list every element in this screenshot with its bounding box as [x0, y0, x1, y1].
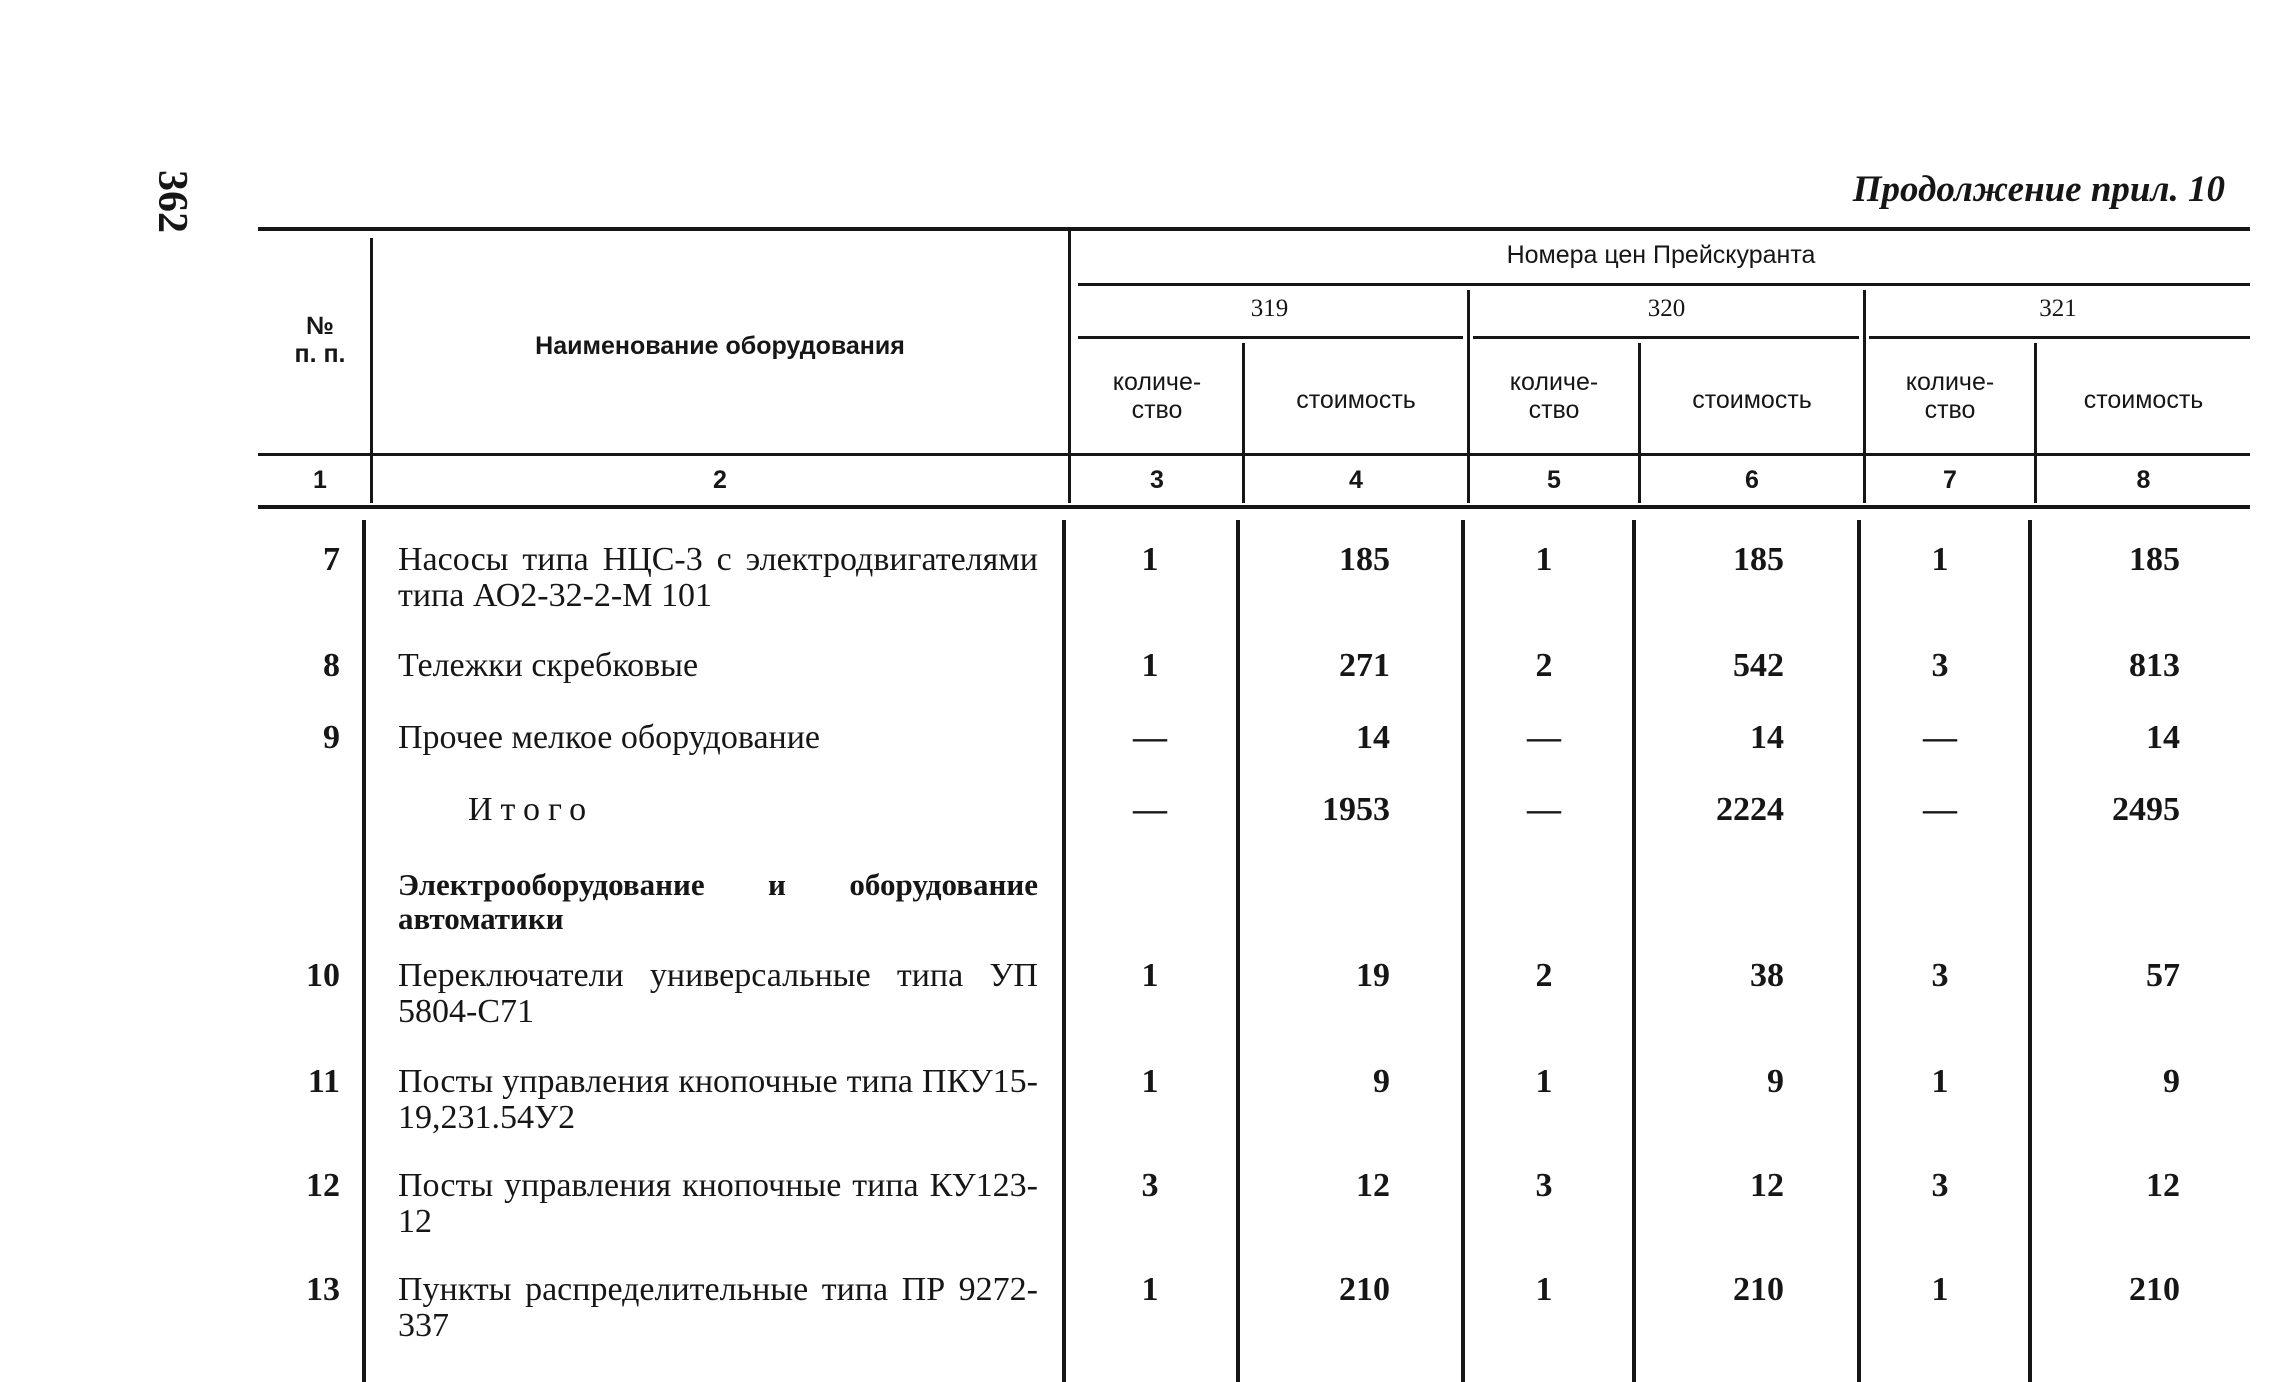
cost-319: 271 — [1339, 647, 1390, 684]
header-cost-319: стоимость — [1296, 386, 1416, 414]
col-number-2: 2 — [713, 466, 727, 494]
table-top-rule — [258, 227, 2250, 231]
qty-321: 1 — [1931, 1063, 1949, 1100]
row-number: 8 — [323, 647, 340, 684]
header-qty-321: количе- ство — [1905, 368, 1995, 424]
cost-320: 542 — [1733, 647, 1784, 684]
header-group-319: 319 — [1250, 295, 1289, 322]
body-divider-6 — [1857, 520, 1861, 1382]
equipment-name: Посты управления кнопочные типа ПКУ15-19,231.54У2 — [398, 1063, 1038, 1136]
cost-320: 9 — [1767, 1063, 1784, 1100]
qty-319: 1 — [1141, 1063, 1159, 1100]
cost-319: 9 — [1373, 1063, 1390, 1100]
cost-320: 14 — [1750, 719, 1784, 756]
qty-320: 1 — [1535, 541, 1553, 578]
qty-319: 1 — [1141, 647, 1159, 684]
body-divider-1 — [362, 520, 366, 1382]
group-319-rule — [1078, 336, 1463, 339]
page-number: 362 — [149, 170, 195, 233]
body-divider-3 — [1236, 520, 1240, 1382]
qty-320: — — [1527, 719, 1561, 756]
qty-321: — — [1923, 791, 1957, 828]
qty-321: — — [1923, 719, 1957, 756]
qty-319: 1 — [1141, 541, 1159, 578]
qty-320: 2 — [1535, 647, 1553, 684]
row-number: 13 — [306, 1271, 340, 1308]
header-col-name: Наименование оборудования — [535, 332, 905, 360]
total-label: Итого — [468, 791, 595, 828]
qty-319: 1 — [1141, 1271, 1159, 1308]
header-group-320: 320 — [1647, 295, 1686, 322]
header-price-group: Номера цен Прейскуранта — [1506, 241, 1816, 269]
cost-321: 210 — [2129, 1271, 2180, 1308]
cost-319: 14 — [1356, 719, 1390, 756]
cost-319: 19 — [1356, 957, 1390, 994]
header-cost-320: стоимость — [1692, 386, 1812, 414]
equipment-name: Посты управления кнопочные типа КУ123-12 — [398, 1167, 1038, 1240]
header-col-num: № п. п. — [294, 312, 346, 368]
col-number-5: 5 — [1547, 466, 1561, 494]
cost-321: 2495 — [2112, 791, 2180, 828]
body-divider-2 — [1062, 520, 1066, 1382]
qty-320: — — [1527, 791, 1561, 828]
col-number-6: 6 — [1745, 466, 1759, 494]
equipment-name: Насосы типа НЦС-3 с электродвигателями типа АО2-32-2-М 101 — [398, 541, 1038, 614]
equipment-name: Пункты распределительные типа ПР 9272-337 — [398, 1271, 1038, 1344]
cost-320: 2224 — [1716, 791, 1784, 828]
col-number-rule — [258, 505, 2250, 509]
header-cost-321: стоимость — [2083, 386, 2204, 414]
cost-319: 12 — [1356, 1167, 1390, 1204]
qty-320: 1 — [1535, 1271, 1553, 1308]
cost-319: 1953 — [1322, 791, 1390, 828]
row-number: 12 — [306, 1167, 340, 1204]
body-divider-7 — [2028, 520, 2032, 1382]
qty-319: 1 — [1141, 957, 1159, 994]
cost-320: 185 — [1733, 541, 1784, 578]
cost-319: 185 — [1339, 541, 1390, 578]
group-320-rule — [1473, 336, 1859, 339]
continuation-label: Продолжение прил. 10 — [1852, 169, 2225, 210]
cost-321: 813 — [2129, 647, 2180, 684]
equipment-name: Тележки скребковые — [398, 647, 699, 684]
cost-321: 9 — [2163, 1063, 2180, 1100]
cost-321: 57 — [2146, 957, 2180, 994]
row-number: 10 — [306, 957, 340, 994]
qty-321: 3 — [1931, 957, 1949, 994]
header-divider-2 — [1068, 228, 1071, 503]
qty-320: 2 — [1535, 957, 1553, 994]
qty-319: 3 — [1141, 1167, 1159, 1204]
body-divider-4 — [1461, 520, 1465, 1382]
qty-320: 1 — [1535, 1063, 1553, 1100]
header-qty-320: количе- ство — [1509, 368, 1599, 424]
qty-321: 3 — [1931, 647, 1949, 684]
header-qty-319: количе- ство — [1112, 368, 1202, 424]
qty-319: — — [1133, 719, 1167, 756]
row-number: 7 — [323, 541, 340, 578]
header-group-321: 321 — [2039, 295, 2077, 322]
header-bottom-rule — [258, 453, 2250, 456]
col-number-4: 4 — [1349, 466, 1363, 494]
cost-321: 185 — [2129, 541, 2180, 578]
row-number: 9 — [323, 719, 340, 756]
body-divider-5 — [1632, 520, 1636, 1382]
cost-321: 12 — [2146, 1167, 2180, 1204]
header-divider-1 — [370, 238, 373, 503]
row-number: 11 — [307, 1063, 340, 1100]
qty-321: 3 — [1931, 1167, 1949, 1204]
qty-321: 1 — [1931, 541, 1949, 578]
cost-320: 12 — [1750, 1167, 1784, 1204]
equipment-name: Переключатели универсальные типа УП 5804-С71 — [398, 957, 1038, 1030]
col-number-1: 1 — [313, 466, 327, 494]
cost-320: 210 — [1733, 1271, 1784, 1308]
section-heading: Электрооборудование и оборудование автоматики — [398, 867, 1038, 936]
cost-320: 38 — [1750, 957, 1784, 994]
equipment-name: Прочее мелкое оборудование — [398, 719, 821, 756]
col-number-3: 3 — [1150, 466, 1164, 494]
cost-319: 210 — [1339, 1271, 1390, 1308]
qty-321: 1 — [1931, 1271, 1949, 1308]
qty-320: 3 — [1535, 1167, 1553, 1204]
col-number-8: 8 — [2136, 466, 2151, 494]
qty-319: — — [1133, 791, 1167, 828]
price-group-rule — [1078, 283, 2250, 286]
group-321-rule — [1869, 336, 2250, 339]
cost-321: 14 — [2146, 719, 2180, 756]
col-number-7: 7 — [1943, 466, 1957, 494]
